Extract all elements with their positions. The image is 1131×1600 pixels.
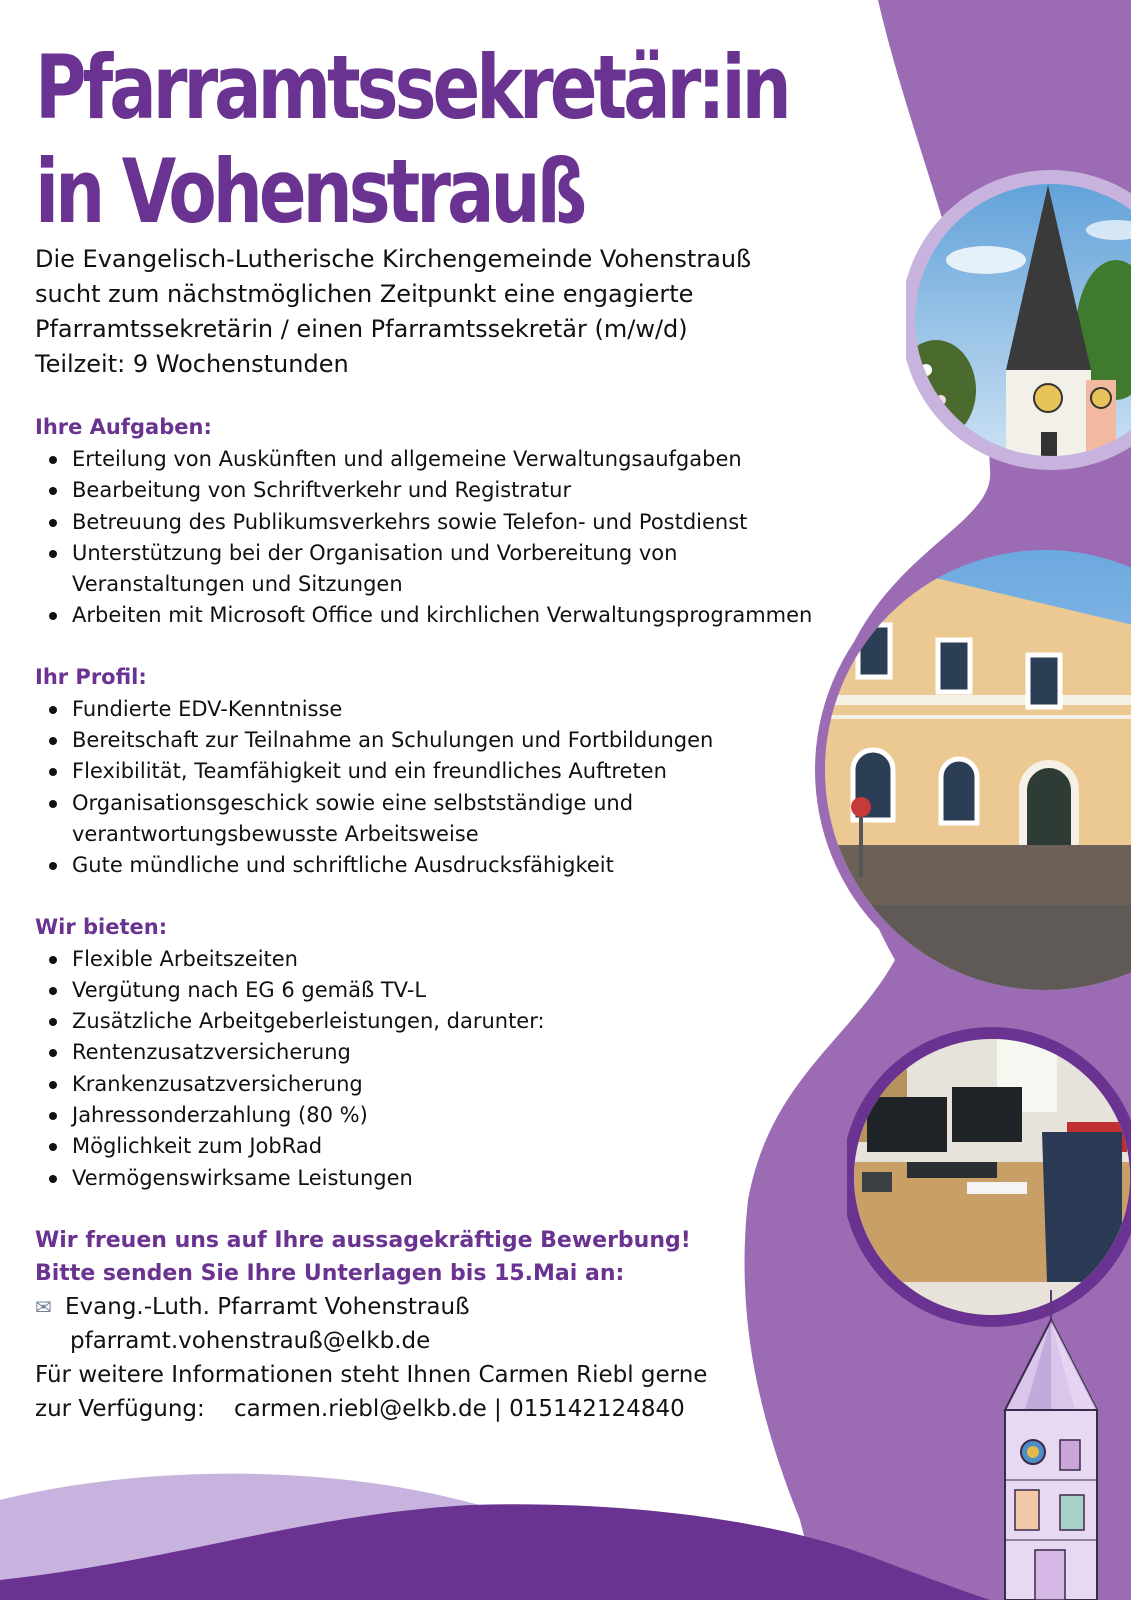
- contact-info-prefix: zur Verfügung:: [35, 1395, 205, 1422]
- envelope-icon: ✉: [35, 1294, 52, 1319]
- list-item: Arbeiten mit Microsoft Office und kirchlichen Verwaltungsprogrammen: [72, 600, 865, 631]
- title-line-1: Pfarramtssekretär:in: [35, 36, 788, 139]
- list-item: Bereitschaft zur Teilnahme an Schulungen und Fortbildungen: [72, 725, 865, 756]
- intro-line-4: Teilzeit: 9 Wochenstunden: [35, 350, 349, 378]
- call-to-action: [35, 1224, 865, 1290]
- list-item: Flexibilität, Teamfähigkeit und ein freundliches Auftreten: [72, 756, 865, 787]
- list-item: Bearbeitung von Schriftverkehr und Registratur: [72, 475, 865, 506]
- bieten-list: [35, 944, 865, 1194]
- profil-heading: Ihr Profil:: [35, 664, 147, 689]
- contact-org: Evang.-Luth. Pfarramt Vohenstrauß: [65, 1293, 470, 1320]
- aufgaben-list: [35, 444, 865, 632]
- profil-list: [35, 694, 865, 882]
- list-item: Vergütung nach EG 6 gemäß TV-L: [72, 975, 865, 1006]
- list-item: Betreuung des Publikumsverkehrs sowie Telefon- und Postdienst: [72, 507, 865, 538]
- list-item: Gute mündliche und schriftliche Ausdrucksfähigkeit: [72, 850, 865, 881]
- bieten-heading: Wir bieten:: [35, 914, 168, 939]
- intro-line-1: Die Evangelisch-Lutherische Kirchengemeinde Vohenstrauß: [35, 245, 752, 273]
- aufgaben-heading: Ihre Aufgaben:: [35, 415, 212, 439]
- contact-email[interactable]: pfarramt.vohenstrauß@elkb.de: [70, 1327, 431, 1354]
- list-item: Krankenzusatzversicherung: [72, 1069, 865, 1100]
- intro-line-2: sucht zum nächstmöglichen Zeitpunkt eine engagierte: [35, 280, 694, 308]
- list-item: Fundierte EDV-Kenntnisse: [72, 694, 865, 725]
- list-item-line: Veranstaltungen und Sitzungen: [72, 572, 403, 597]
- job-posting-content: [35, 36, 865, 1426]
- list-item: Rentenzusatzversicherung: [72, 1037, 865, 1068]
- intro-paragraph: [35, 242, 865, 382]
- cta-line-2: Bitte senden Sie Ihre Unterlagen bis 15.Mai an:: [35, 1260, 625, 1286]
- list-item: [72, 538, 865, 601]
- parish-house-photo: [813, 545, 1131, 1005]
- list-item: Erteilung von Auskünften und allgemeine Verwaltungsaufgaben: [72, 444, 865, 475]
- list-item-line: Unterstützung bei der Organisation und Vorbereitung von: [72, 540, 678, 565]
- list-item: Flexible Arbeitszeiten: [72, 944, 865, 975]
- church-tower-photo: [906, 170, 1131, 470]
- contact-info-line-2: [35, 1392, 865, 1426]
- contact-block: [35, 1290, 865, 1426]
- list-item-line: Organisationsgeschick sowie eine selbstständige und: [72, 790, 634, 815]
- list-item: Möglichkeit zum JobRad: [72, 1131, 865, 1162]
- page-title: [35, 36, 788, 243]
- intro-line-3: Pfarramtssekretärin / einen Pfarramtssekretär (m/w/d): [35, 315, 688, 343]
- cta-line-1: Wir freuen uns auf Ihre aussagekräftige Bewerbung!: [35, 1227, 691, 1253]
- title-line-2: in Vohenstrauß: [35, 140, 584, 243]
- contact-org-row: [35, 1290, 865, 1324]
- list-item: Jahressonderzahlung (80 %): [72, 1100, 865, 1131]
- contact-info-line-1: Für weitere Informationen steht Ihnen Carmen Riebl gerne: [35, 1361, 708, 1388]
- list-item: [72, 788, 865, 851]
- list-item: Zusätzliche Arbeitgeberleistungen, darunter:: [72, 1006, 865, 1037]
- list-item-line: verantwortungsbewusste Arbeitsweise: [72, 821, 479, 846]
- stained-glass-tower-illustration: [965, 1290, 1115, 1600]
- list-item: Vermögenswirksame Leistungen: [72, 1163, 865, 1194]
- contact-person-details[interactable]: carmen.riebl@elkb.de | 015142124840: [234, 1395, 685, 1422]
